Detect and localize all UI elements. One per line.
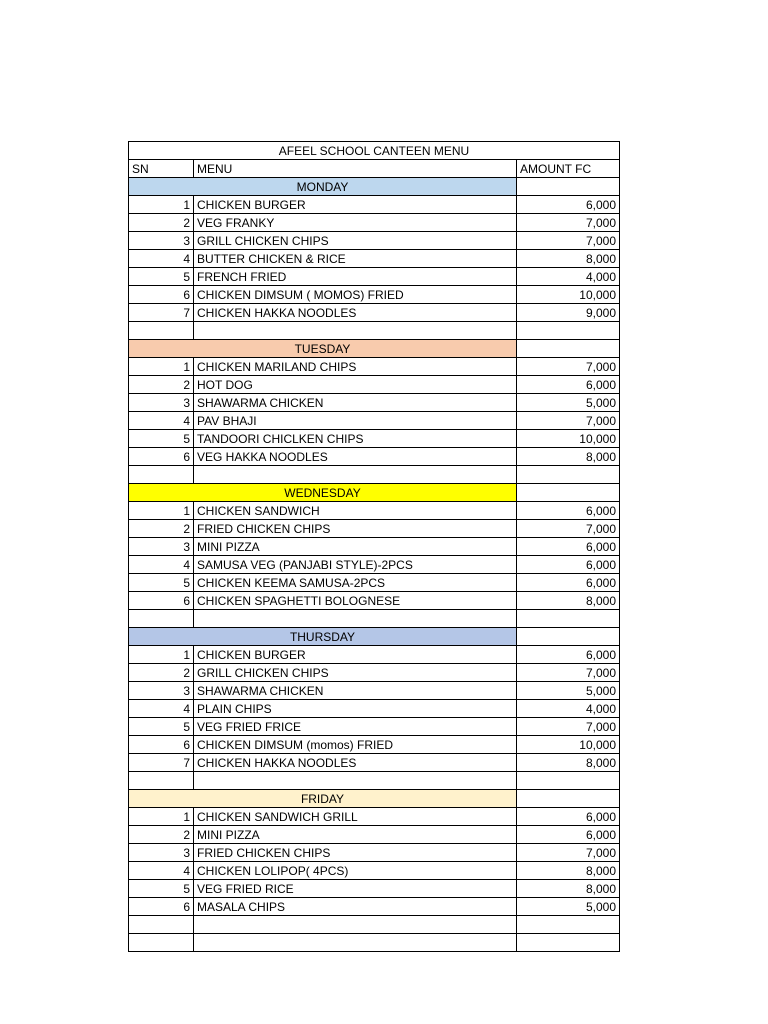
blank-sn — [129, 322, 194, 340]
menu-item-row — [129, 556, 620, 574]
blank-amount — [517, 772, 620, 790]
item-sn: 5 — [129, 880, 194, 898]
item-name: SHAWARMA CHICKEN — [194, 394, 517, 412]
item-amount: 7,000 — [517, 718, 620, 736]
item-name: GRILL CHICKEN CHIPS — [194, 232, 517, 250]
blank-row — [129, 934, 620, 952]
day-name: WEDNESDAY — [129, 484, 517, 502]
item-name: VEG FRIED RICE — [194, 880, 517, 898]
day-amount-cell — [517, 340, 620, 358]
item-sn: 4 — [129, 412, 194, 430]
item-amount: 6,000 — [517, 538, 620, 556]
item-name: SAMUSA VEG (PANJABI STYLE)-2PCS — [194, 556, 517, 574]
item-sn: 6 — [129, 592, 194, 610]
item-amount: 8,000 — [517, 754, 620, 772]
blank-sn — [129, 466, 194, 484]
blank-row — [129, 610, 620, 628]
item-name: CHICKEN DIMSUM ( MOMOS) FRIED — [194, 286, 517, 304]
menu-item-row — [129, 664, 620, 682]
day-name: THURSDAY — [129, 628, 517, 646]
title-row — [129, 142, 620, 160]
blank-menu — [194, 934, 517, 952]
item-name: FRIED CHICKEN CHIPS — [194, 844, 517, 862]
item-sn: 2 — [129, 376, 194, 394]
item-sn: 6 — [129, 448, 194, 466]
item-name: TANDOORI CHICLKEN CHIPS — [194, 430, 517, 448]
item-amount: 7,000 — [517, 412, 620, 430]
menu-item-row — [129, 844, 620, 862]
item-sn: 5 — [129, 430, 194, 448]
menu-item-row — [129, 718, 620, 736]
item-name: VEG FRIED FRICE — [194, 718, 517, 736]
menu-item-row — [129, 592, 620, 610]
item-sn: 3 — [129, 538, 194, 556]
menu-item-row — [129, 358, 620, 376]
menu-item-row — [129, 502, 620, 520]
item-amount: 4,000 — [517, 268, 620, 286]
item-name: CHICKEN MARILAND CHIPS — [194, 358, 517, 376]
item-amount: 4,000 — [517, 700, 620, 718]
item-amount: 10,000 — [517, 430, 620, 448]
menu-item-row — [129, 538, 620, 556]
item-name: CHICKEN DIMSUM (momos) FRIED — [194, 736, 517, 754]
item-amount: 6,000 — [517, 556, 620, 574]
item-amount: 6,000 — [517, 196, 620, 214]
item-sn: 3 — [129, 394, 194, 412]
menu-item-row — [129, 700, 620, 718]
item-amount: 7,000 — [517, 664, 620, 682]
item-amount: 6,000 — [517, 646, 620, 664]
item-sn: 1 — [129, 808, 194, 826]
item-sn: 3 — [129, 232, 194, 250]
item-amount: 7,000 — [517, 358, 620, 376]
item-name: MINI PIZZA — [194, 538, 517, 556]
item-sn: 3 — [129, 682, 194, 700]
day-name: MONDAY — [129, 178, 517, 196]
menu-item-row — [129, 394, 620, 412]
item-name: PAV BHAJI — [194, 412, 517, 430]
item-sn: 5 — [129, 718, 194, 736]
blank-sn — [129, 916, 194, 934]
sn-header: SN — [129, 160, 194, 178]
day-header-row — [129, 178, 620, 196]
blank-row — [129, 916, 620, 934]
menu-item-row — [129, 196, 620, 214]
blank-amount — [517, 322, 620, 340]
blank-sn — [129, 934, 194, 952]
item-sn: 1 — [129, 502, 194, 520]
item-name: FRENCH FRIED — [194, 268, 517, 286]
item-sn: 2 — [129, 826, 194, 844]
item-name: CHICKEN SPAGHETTI BOLOGNESE — [194, 592, 517, 610]
item-amount: 5,000 — [517, 682, 620, 700]
menu-header: MENU — [194, 160, 517, 178]
blank-amount — [517, 934, 620, 952]
header-row — [129, 160, 620, 178]
item-sn: 4 — [129, 700, 194, 718]
item-sn: 5 — [129, 268, 194, 286]
menu-item-row — [129, 448, 620, 466]
item-sn: 7 — [129, 304, 194, 322]
item-name: FRIED CHICKEN CHIPS — [194, 520, 517, 538]
item-amount: 7,000 — [517, 232, 620, 250]
item-amount: 7,000 — [517, 520, 620, 538]
blank-menu — [194, 466, 517, 484]
day-amount-cell — [517, 790, 620, 808]
item-name: MASALA CHIPS — [194, 898, 517, 916]
blank-menu — [194, 610, 517, 628]
menu-item-row — [129, 286, 620, 304]
item-amount: 9,000 — [517, 304, 620, 322]
item-name: CHICKEN BURGER — [194, 196, 517, 214]
item-amount: 10,000 — [517, 736, 620, 754]
day-amount-cell — [517, 628, 620, 646]
item-name: CHICKEN HAKKA NOODLES — [194, 304, 517, 322]
menu-item-row — [129, 736, 620, 754]
item-amount: 10,000 — [517, 286, 620, 304]
day-header-row — [129, 628, 620, 646]
day-amount-cell — [517, 484, 620, 502]
item-amount: 6,000 — [517, 808, 620, 826]
day-amount-cell — [517, 178, 620, 196]
blank-row — [129, 322, 620, 340]
menu-item-row — [129, 250, 620, 268]
item-amount: 8,000 — [517, 592, 620, 610]
item-sn: 1 — [129, 358, 194, 376]
blank-sn — [129, 772, 194, 790]
item-name: BUTTER CHICKEN & RICE — [194, 250, 517, 268]
menu-table-body — [129, 142, 620, 952]
item-name: GRILL CHICKEN CHIPS — [194, 664, 517, 682]
item-sn: 3 — [129, 844, 194, 862]
item-sn: 6 — [129, 898, 194, 916]
blank-row — [129, 466, 620, 484]
item-sn: 4 — [129, 862, 194, 880]
item-sn: 6 — [129, 736, 194, 754]
item-sn: 1 — [129, 196, 194, 214]
canteen-menu-table — [128, 141, 620, 952]
item-name: MINI PIZZA — [194, 826, 517, 844]
day-name: FRIDAY — [129, 790, 517, 808]
blank-menu — [194, 916, 517, 934]
item-amount: 6,000 — [517, 574, 620, 592]
item-sn: 6 — [129, 286, 194, 304]
item-amount: 8,000 — [517, 448, 620, 466]
item-sn: 2 — [129, 664, 194, 682]
item-sn: 2 — [129, 214, 194, 232]
blank-menu — [194, 322, 517, 340]
item-sn: 4 — [129, 250, 194, 268]
item-sn: 7 — [129, 754, 194, 772]
menu-item-row — [129, 574, 620, 592]
item-name: PLAIN CHIPS — [194, 700, 517, 718]
item-amount: 6,000 — [517, 502, 620, 520]
blank-row — [129, 772, 620, 790]
menu-item-row — [129, 430, 620, 448]
day-header-row — [129, 340, 620, 358]
menu-item-row — [129, 754, 620, 772]
item-name: CHICKEN BURGER — [194, 646, 517, 664]
menu-item-row — [129, 898, 620, 916]
item-sn: 5 — [129, 574, 194, 592]
menu-item-row — [129, 862, 620, 880]
menu-item-row — [129, 268, 620, 286]
item-amount: 6,000 — [517, 826, 620, 844]
menu-item-row — [129, 808, 620, 826]
blank-sn — [129, 610, 194, 628]
blank-amount — [517, 466, 620, 484]
menu-item-row — [129, 682, 620, 700]
item-name: VEG HAKKA NOODLES — [194, 448, 517, 466]
blank-amount — [517, 610, 620, 628]
day-header-row — [129, 484, 620, 502]
menu-item-row — [129, 232, 620, 250]
menu-item-row — [129, 826, 620, 844]
blank-amount — [517, 916, 620, 934]
amount-header: AMOUNT FC — [517, 160, 620, 178]
menu-item-row — [129, 376, 620, 394]
item-sn: 4 — [129, 556, 194, 574]
item-name: VEG FRANKY — [194, 214, 517, 232]
item-amount: 6,000 — [517, 376, 620, 394]
day-header-row — [129, 790, 620, 808]
item-amount: 8,000 — [517, 862, 620, 880]
item-amount: 5,000 — [517, 394, 620, 412]
menu-item-row — [129, 520, 620, 538]
day-name: TUESDAY — [129, 340, 517, 358]
menu-item-row — [129, 304, 620, 322]
item-name: CHICKEN SANDWICH GRILL — [194, 808, 517, 826]
item-amount: 7,000 — [517, 214, 620, 232]
item-name: CHICKEN SANDWICH — [194, 502, 517, 520]
menu-item-row — [129, 412, 620, 430]
item-name: CHICKEN LOLIPOP( 4PCS) — [194, 862, 517, 880]
item-amount: 7,000 — [517, 844, 620, 862]
item-amount: 8,000 — [517, 250, 620, 268]
item-name: CHICKEN HAKKA NOODLES — [194, 754, 517, 772]
menu-title: AFEEL SCHOOL CANTEEN MENU — [129, 142, 620, 160]
item-sn: 2 — [129, 520, 194, 538]
item-name: HOT DOG — [194, 376, 517, 394]
item-sn: 1 — [129, 646, 194, 664]
item-amount: 8,000 — [517, 880, 620, 898]
menu-item-row — [129, 214, 620, 232]
menu-item-row — [129, 880, 620, 898]
item-name: SHAWARMA CHICKEN — [194, 682, 517, 700]
item-name: CHICKEN KEEMA SAMUSA-2PCS — [194, 574, 517, 592]
menu-item-row — [129, 646, 620, 664]
blank-menu — [194, 772, 517, 790]
item-amount: 5,000 — [517, 898, 620, 916]
